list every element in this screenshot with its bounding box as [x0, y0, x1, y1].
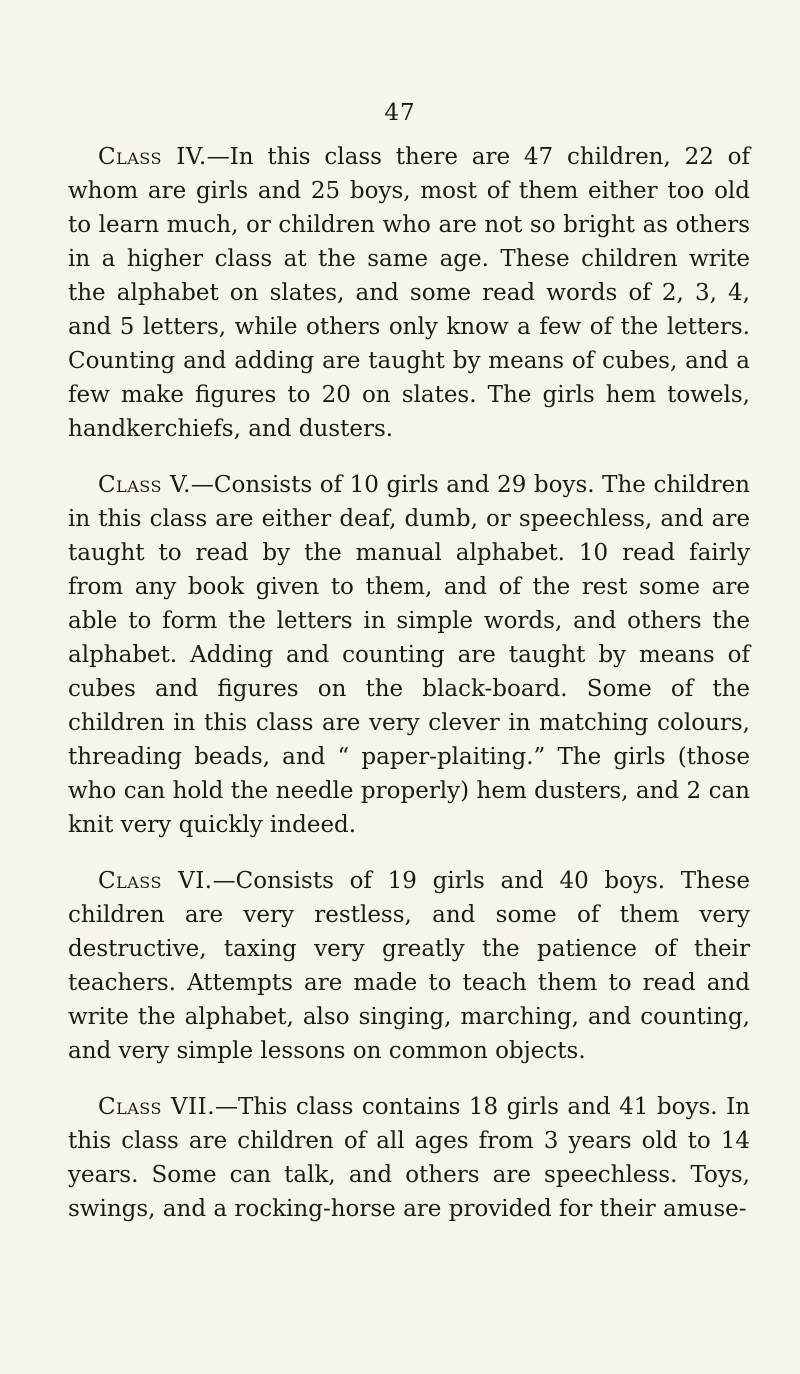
- paragraph-text: —This class contains 18 girls and 41 boys. In this class are children of all ages from 3 years old to 14 years. Some can talk, and others are speechless. Toys, swings, and a rocking-horse are provided for their amuse-: [68, 1094, 751, 1222]
- class-heading: Class VI.: [98, 868, 213, 894]
- paragraph-text: —Consists of 10 girls and 29 boys. The children in this class are either deaf, dumb, or speechless, and are taught to read by the manual alphabet. 10 read fairly from any book given to them, and of the rest some are able to form the letters in simple words, and others the alphabet. Adding and counting are taught by means of cubes and figures on the black-board. Some of the children in this class are very clever in matching colours, threading beads, and “ paper-plaiting.” The girls (those who can hold the needle properly) hem dusters, and 2 can knit very quickly indeed.: [68, 472, 750, 838]
- paragraph-text: —In this class there are 47 children, 22 of whom are girls and 25 boys, most of them either too old to learn much, or children who are not so bright as others in a higher class at the same age. These children write the alphabet on slates, and some read words of 2, 3, 4, and 5 letters, while others only know a few of the letters. Counting and adding are taught by means of cubes, and a few make figures to 20 on slates. The girls hem towels, handkerchiefs, and dusters.: [68, 144, 750, 442]
- paragraph-text: —Consists of 19 girls and 40 boys. These children are very restless, and some of them very destructive, taxing very greatly the patience of their teachers. Attempts are made to teach them to read and write the alphabet, also singing, marching, and counting, and very simple lessons on common objects.: [68, 868, 750, 1064]
- class-heading: Class V.: [98, 472, 191, 498]
- class-heading: Class IV.: [98, 144, 207, 170]
- paragraph-class-vii: [68, 1090, 750, 1226]
- paragraph-class-vi: [68, 864, 750, 1068]
- class-heading: Class VII.: [98, 1094, 216, 1120]
- page-number: 47: [384, 100, 416, 126]
- paragraph-class-iv: [68, 140, 750, 446]
- paragraph-class-v: [68, 468, 750, 842]
- text-body: [68, 140, 750, 1248]
